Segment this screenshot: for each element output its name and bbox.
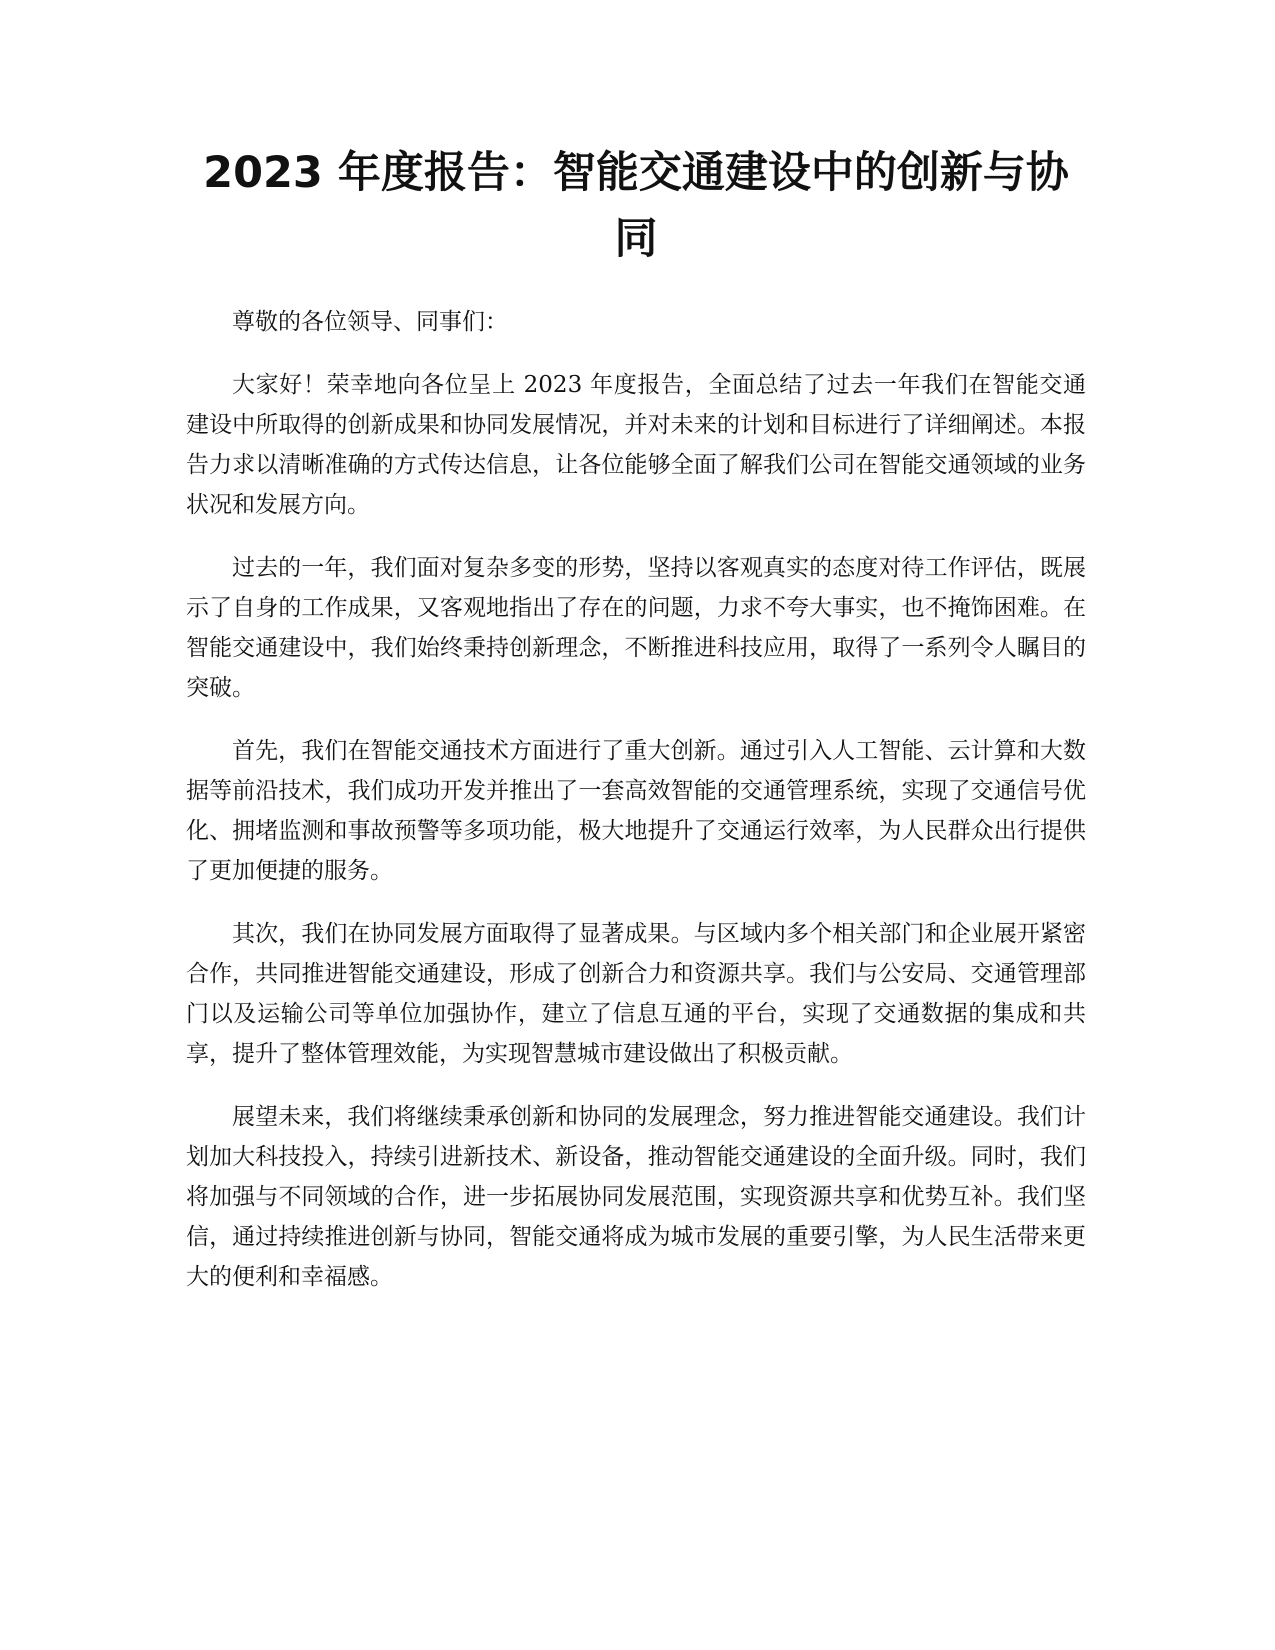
document-title: 2023 年度报告：智能交通建设中的创新与协同 bbox=[203, 148, 1069, 264]
paragraph-outlook: 展望未来，我们将继续秉承创新和协同的发展理念，努力推进智能交通建设。我们计划加大科技投入，持续引进新技术、新设备，推动智能交通建设的全面升级。同时，我们将加强与不同领域的合作，进一步拓展协同发展范围，实现资源共享和优势互补。我们坚信，通过持续推进创新与协同，智能交通将成为城市发展的重要引擎，为人民生活带来更大的便利和幸福感。 bbox=[186, 1104, 1086, 1290]
paragraph-technology-innovation: 首先，我们在智能交通技术方面进行了重大创新。通过引入人工智能、云计算和大数据等前沿技术，我们成功开发并推出了一套高效智能的交通管理系统，实现了交通信号优化、拥堵监测和事故预警等多项功能，极大地提升了交通运行效率，为人民群众出行提供了更加便捷的服务。 bbox=[186, 738, 1086, 884]
paragraph-collaboration: 其次，我们在协同发展方面取得了显著成果。与区域内多个相关部门和企业展开紧密合作，共同推进智能交通建设，形成了创新合力和资源共享。我们与公安局、交通管理部门以及运输公司等单位加强协作，建立了信息互通的平台，实现了交通数据的集成和共享，提升了整体管理效能，为实现智慧城市建设做出了积极贡献。 bbox=[186, 921, 1086, 1067]
document-body bbox=[186, 140, 1086, 1320]
paragraph-greeting: 尊敬的各位领导、同事们： bbox=[232, 309, 508, 335]
paragraph-introduction: 大家好！荣幸地向各位呈上 2023 年度报告，全面总结了过去一年我们在智能交通建设中所取得的创新成果和协同发展情况，并对未来的计划和目标进行了详细阐述。本报告力求以清晰准确的方式传达信息，让各位能够全面了解我们公司在智能交通领域的业务状况和发展方向。 bbox=[186, 372, 1086, 518]
paragraph-past-year: 过去的一年，我们面对复杂多变的形势，坚持以客观真实的态度对待工作评估，既展示了自身的工作成果，又客观地指出了存在的问题，力求不夸大事实，也不掩饰困难。在智能交通建设中，我们始终秉持创新理念，不断推进科技应用，取得了一系列令人瞩目的突破。 bbox=[186, 555, 1086, 701]
